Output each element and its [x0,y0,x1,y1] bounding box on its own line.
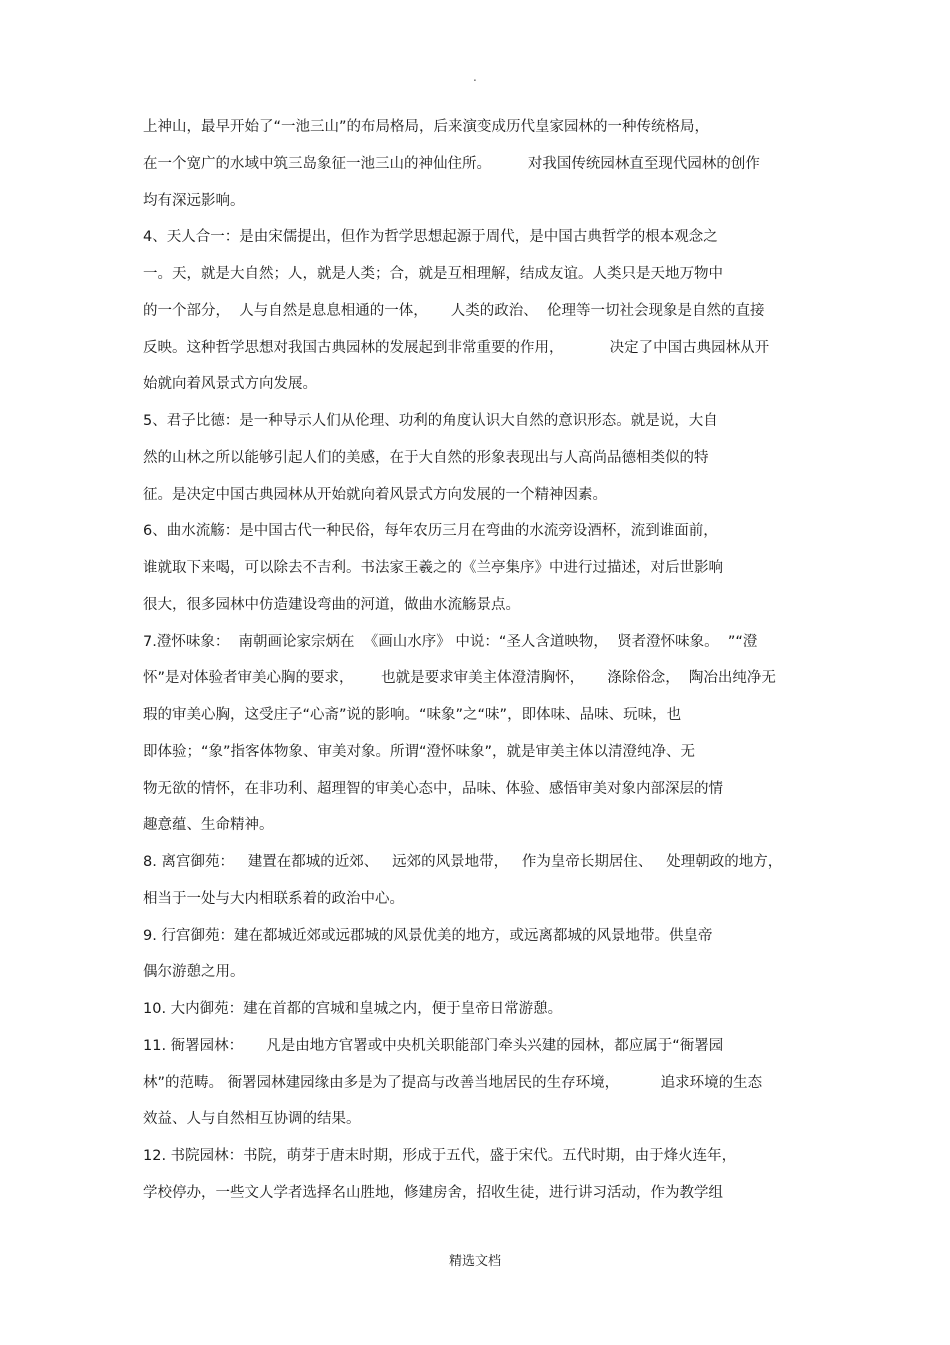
text-line: 11. 衙署园林： 凡是由地方官署或中央机关职能部门牵头兴建的园林，都应属于“衙署园 [143,1037,724,1054]
text-line: 在一个宽广的水域中筑三岛象征一池三山的神仙住所。 对我国传统园林直至现代园林的创作 [143,155,760,172]
text-line: 相当于一处与大内相联系着的政治中心。 [143,890,404,907]
text-line: 瑕的审美心胸，这受庄子“心斋”说的影响。“味象”之“味”，即体味、品味、玩味，也 [143,707,682,723]
text-line: 始就向着风景式方向发展。 [143,376,317,393]
text-line: 10. 大内御苑：建在首都的宫城和皇城之内，便于皇帝日常游憩。 [143,1001,563,1017]
text-line: 学校停办，一些文人学者选择名山胜地，修建房舍，招收生徒，进行讲习活动，作为教学组 [143,1184,723,1201]
text-line: 很大，很多园林中仿造建设弯曲的河道，做曲水流觞景点。 [143,596,520,613]
text-line: 9. 行宫御苑：建在都城近郊或远郡城的风景优美的地方，或远离都城的风景地带。供皇帝 [143,927,713,944]
text-line: 上神山，最早开始了“一池三山”的布局格局，后来演变成历代皇家园林的一种传统格局， [143,119,710,135]
text-line: 即体验；“象”指客体物象、审美对象。所谓“澄怀味象”，就是审美主体以清澄纯净、无 [143,743,696,760]
text-line: 征。是决定中国古典园林从开始就向着风景式方向发展的一个精神因素。 [143,486,607,503]
text-line: 物无欲的情怀，在非功利、超理智的审美心态中，品味、体验、感悟审美对象内部深层的情 [143,780,723,797]
text-line: 趣意蕴、生命精神。 [143,817,274,834]
text-line: 7.澄怀味象： 南朝画论家宗炳在 《画山水序》 中说：“圣人含道映物， 贤者澄怀味象。 ”“澄 [143,633,758,650]
text-line: 6、曲水流觞：是中国古代一种民俗，每年农历三月在弯曲的水流旁设酒杯，流到谁面前， [143,523,718,540]
text-line: 12. 书院园林：书院，萌芽于唐末时期，形成于五代，盛于宋代。五代时期，由于烽火连年， [143,1148,737,1164]
text-line: 8. 离宫御苑： 建置在都城的近郊、 远郊的风景地带， 作为皇帝长期居住、 处理朝政的地方， [143,854,783,870]
text-line: 的一个部分， 人与自然是息息相通的一体， 人类的政治、 伦理等一切社会现象是自然的直接 [143,302,765,319]
text-line: 谁就取下来喝，可以除去不吉利。书法家王羲之的《兰亭集序》中进行过描述，对后世影响 [143,560,723,576]
text-line: 怀”是对体验者审美心胸的要求， 也就是要求审美主体澄清胸怀， 涤除俗念， 陶冶出纯净无 [143,670,776,687]
text-line: 效益、人与自然相互协调的结果。 [143,1111,361,1128]
text-line: 偶尔游憩之用。 [143,964,245,981]
text-line: 5、君子比德：是一种导示人们从伦理、功利的角度认识大自然的意识形态。就是说，大自 [143,413,718,429]
header-mark: . [473,70,477,84]
text-line: 4、天人合一：是由宋儒提出，但作为哲学思想起源于周代，是中国古典哲学的根本观念之 [143,229,718,246]
page-footer: 精选文档 [448,1254,501,1269]
text-line: 然的山林之所以能够引起人们的美感，在于大自然的形象表现出与人高尚品德相类似的特 [143,449,709,466]
text-line: 均有深远影响。 [143,192,245,209]
document-body [143,114,803,1217]
text-line: 一。天，就是大自然；人，就是人类；合，就是互相理解，结成友谊。人类只是天地万物中 [143,266,723,282]
text-line: 林”的范畴。 衙署园林建园缘由多是为了提高与改善当地居民的生存环境， 追求环境的生态 [143,1074,763,1091]
text-line: 反映。这种哲学思想对我国古典园林的发展起到非常重要的作用， 决定了中国古典园林从开 [143,339,770,356]
